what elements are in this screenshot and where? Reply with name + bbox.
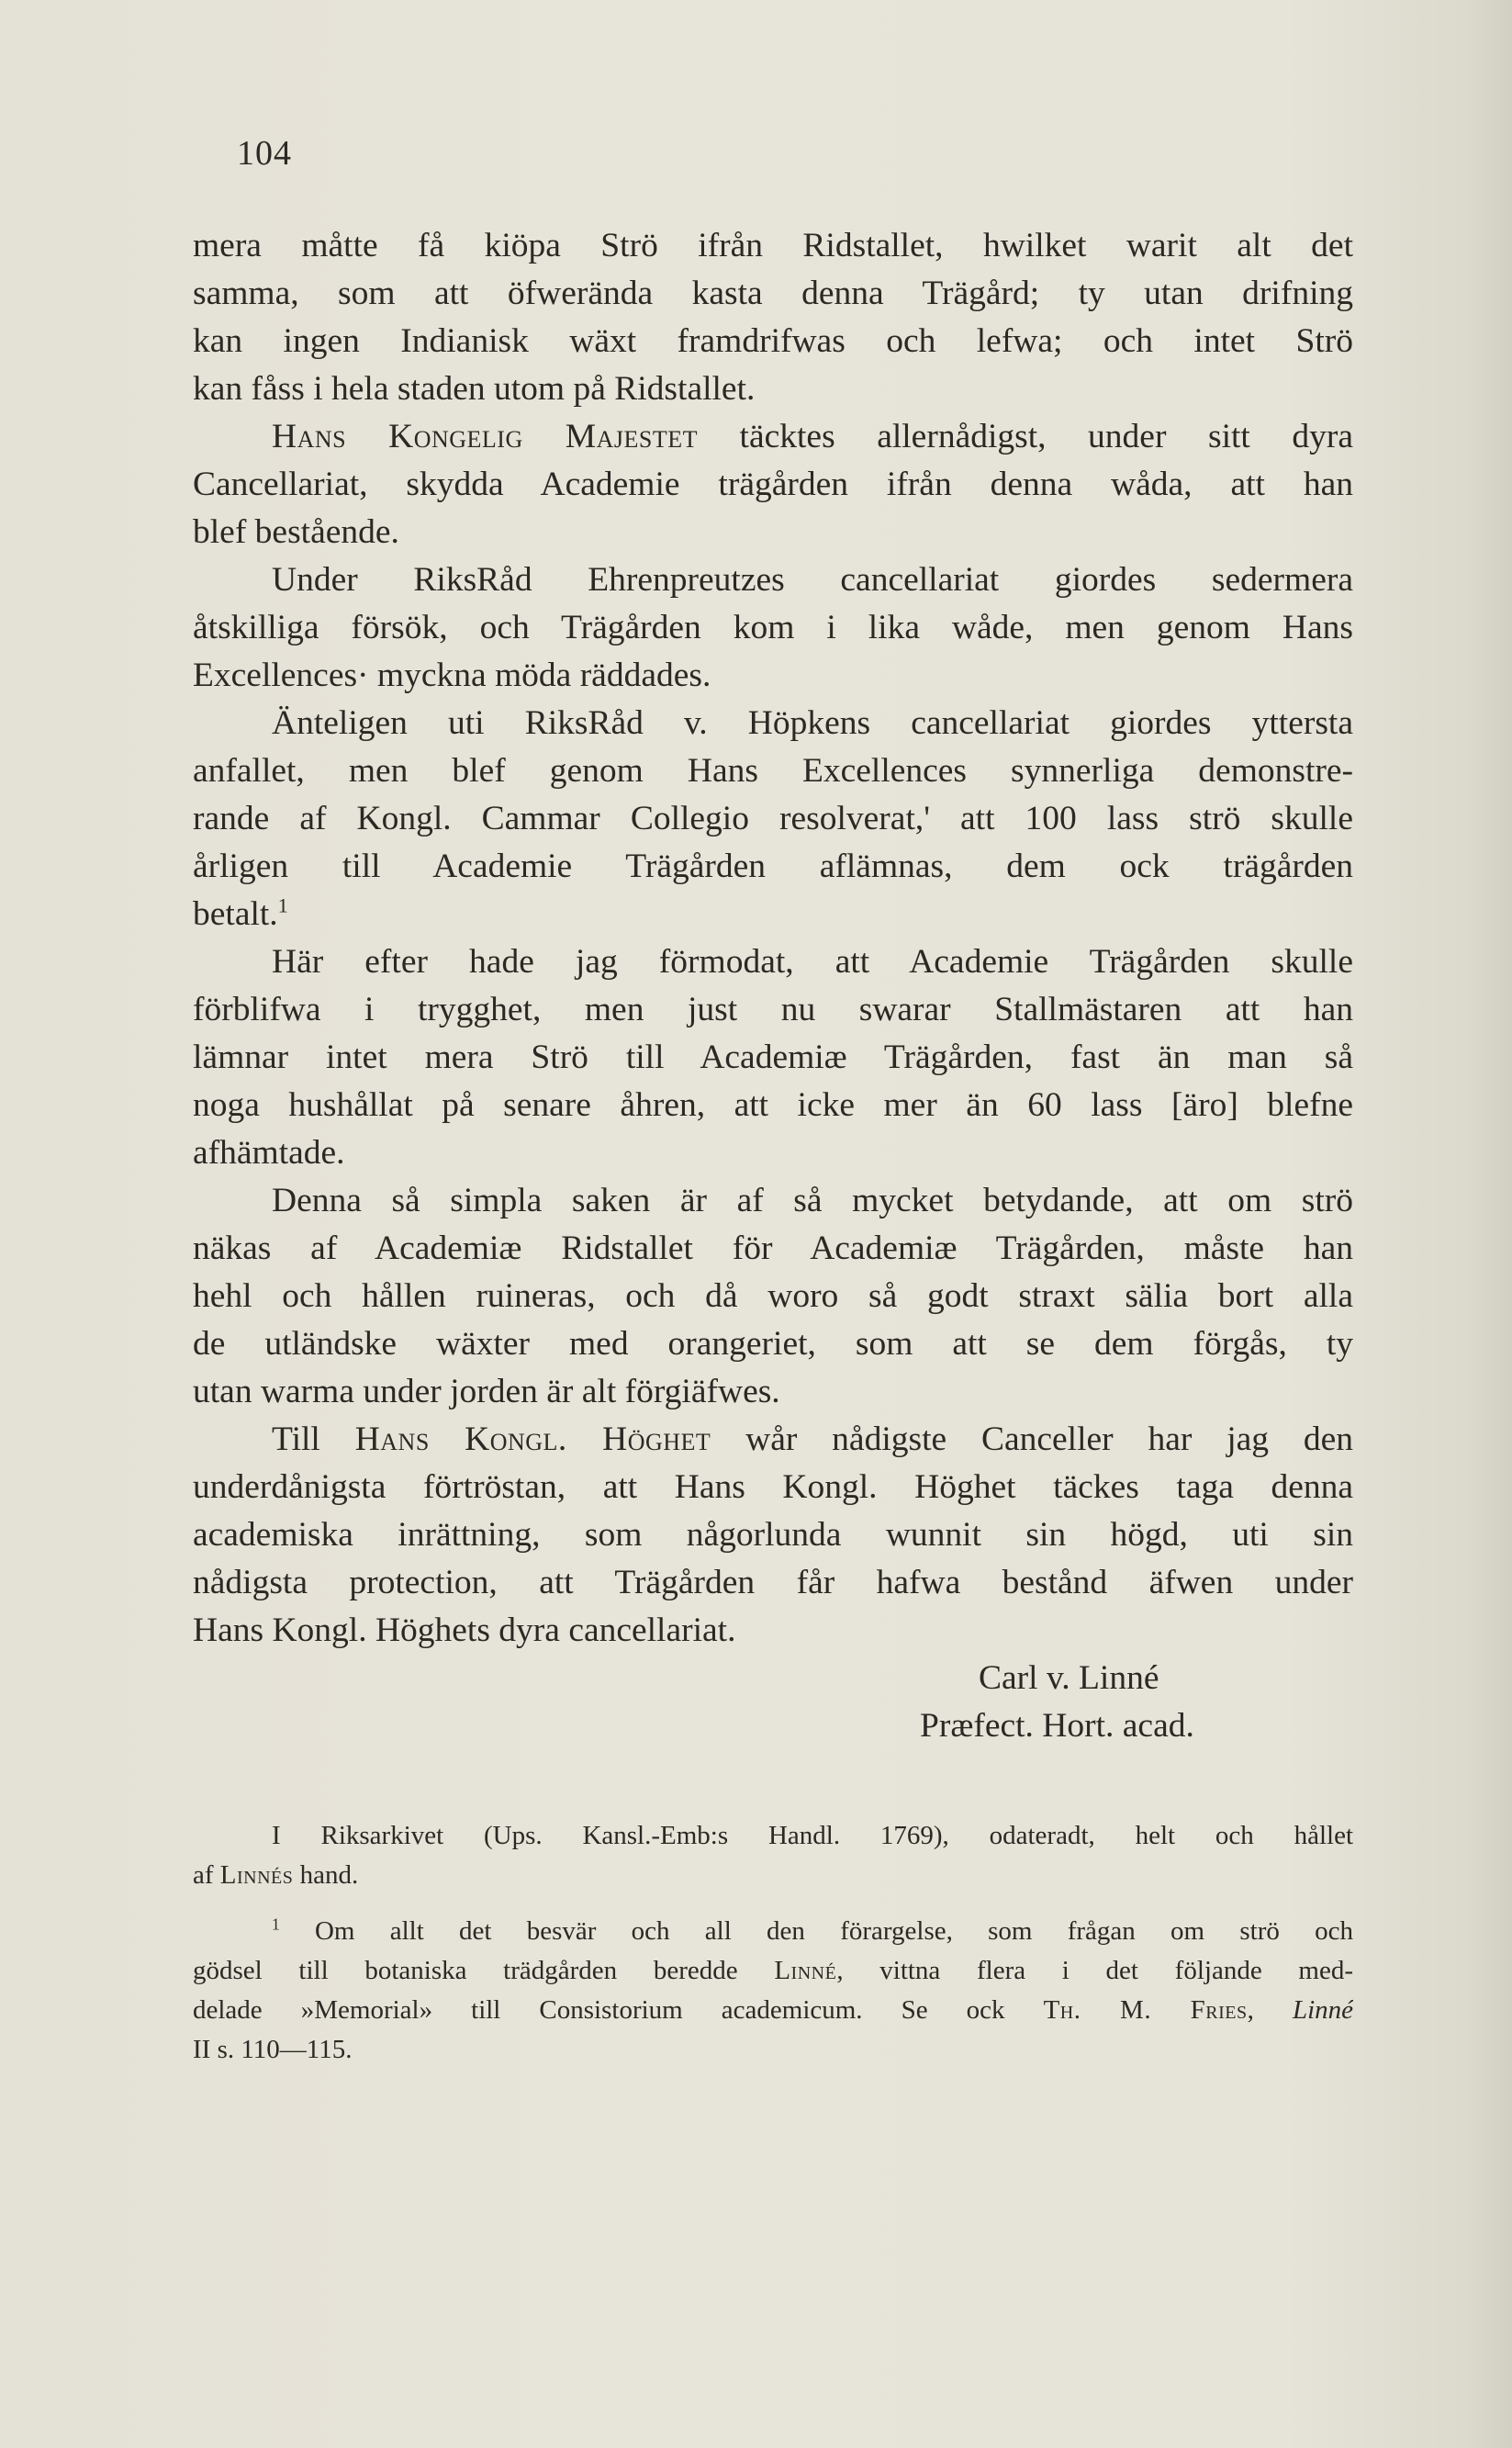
text-line: Cancellariat, skydda Academie trägården ifrån denna wåda, att han (193, 466, 1353, 503)
text-span: , (1247, 1995, 1293, 2025)
footnote-line: II s. 110—115. (193, 2035, 353, 2064)
text-line: Under RiksRåd Ehrenpreutzes cancellariat giordes sedermera (272, 561, 1353, 599)
small-caps-text: Linnés (219, 1860, 294, 1890)
footnote-line (193, 1912, 1353, 1951)
signature-title: Præfect. Hort. acad. (920, 1707, 1194, 1745)
text-line: academiska inrättning, som någorlunda wunnit sin högd, uti sin (193, 1516, 1353, 1554)
text-line: förblifwa i trygghet, men just nu swarar Stallmästaren att han (193, 991, 1353, 1028)
text-line (193, 1416, 1353, 1464)
text-line: blef bestående. (193, 513, 399, 551)
text-line: kan fåss i hela staden utom på Ridstallet. (193, 370, 756, 408)
text-span: af (193, 1860, 220, 1890)
text-line: Hans Kongl. Höghets dyra cancellariat. (193, 1611, 736, 1649)
text-span: gödsel till botaniska trädgården beredde (193, 1956, 775, 1985)
text-line: årligen till Academie Trägården aflämnas, dem ock trägården (193, 848, 1353, 885)
footnote-marker: 1 (272, 1915, 280, 1934)
text-line: Änteligen uti RiksRåd v. Höpkens cancellariat giordes yttersta (272, 704, 1353, 742)
text-line (193, 891, 1353, 938)
footnote-line: I Riksarkivet (Ups. Kansl.-Emb:s Handl. 1769), odateradt, helt och hållet (272, 1821, 1353, 1850)
text-line: anfallet, men blef genom Hans Excellences synnerliga demonstre- (193, 752, 1353, 790)
small-caps-text: Hans Kongelig Majestet (272, 418, 699, 455)
text-line: utan warma under jorden är alt förgiäfwes. (193, 1373, 780, 1410)
footnote-marker: 1 (277, 893, 288, 917)
footnote-gap (193, 1895, 1353, 1912)
text-line: Här efter hade jag förmodat, att Academie Trägården skulle (272, 943, 1353, 981)
text-line: de utländske wäxter med orangeriet, som att se dem förgås, ty (193, 1325, 1353, 1363)
text-line: afhämtade. (193, 1134, 345, 1172)
letter-body (193, 222, 1353, 1750)
text-span: , vittna flera i det följande med- (836, 1956, 1353, 1985)
signature-name: Carl v. Linné (979, 1659, 1159, 1697)
text-span: Till (272, 1421, 355, 1458)
text-line: mera måtte få kiöpa Strö ifrån Ridstallet, hwilket warit alt det (193, 227, 1353, 264)
text-span: delade »Memorial» till Consistorium academicum. Se ock (193, 1995, 1044, 2025)
text-span: wår nådigste Canceller har jag den (711, 1421, 1353, 1458)
small-caps-text: Th. M. Fries (1043, 1995, 1248, 2025)
text-span: hand. (293, 1860, 359, 1890)
text-line: noga hushållat på senare åhren, att icke mer än 60 lass [äro] blefne (193, 1086, 1353, 1124)
text-line: underdånigsta förtröstan, att Hans Kongl. Höghet täckes taga denna (193, 1468, 1353, 1506)
text-line: rande af Kongl. Cammar Collegio resolverat,' att 100 lass strö skulle (193, 800, 1353, 837)
text-line: Denna så simpla saken är af så mycket betydande, att om strö (272, 1182, 1353, 1219)
footnote-line (193, 1951, 1353, 1991)
page-number: 104 (237, 134, 292, 173)
text-span: Om allt det besvär och all den förargelse, som frågan om strö och (279, 1916, 1353, 1946)
footnote-line (193, 1856, 1353, 1895)
text-span: täcktes allernådigst, under sitt dyra (698, 418, 1353, 455)
text-line: åtskilliga försök, och Trägården kom i lika wåde, men genom Hans (193, 609, 1353, 646)
text-line: Excellences· myckna möda räddades. (193, 657, 711, 694)
text-span: betalt. (193, 895, 278, 933)
text-line: samma, som att öfwerända kasta denna Trägård; ty utan drifning (193, 275, 1353, 312)
small-caps-text: Hans Kongl. Höghet (354, 1421, 711, 1458)
text-line: hehl och hållen ruineras, och då woro så godt straxt sälia bort alla (193, 1277, 1353, 1315)
text-line (193, 413, 1353, 461)
text-line: näkas af Academiæ Ridstallet för Academiæ Trägården, måste han (193, 1230, 1353, 1267)
text-line: kan ingen Indianisk wäxt framdrifwas och lefwa; och intet Strö (193, 322, 1353, 360)
text-line: nådigsta protection, att Trägården får hafwa bestånd äfwen under (193, 1564, 1353, 1601)
italic-text: Linné (1292, 1995, 1353, 2025)
footnotes (193, 1816, 1353, 2070)
small-caps-text: Linné (774, 1956, 837, 1985)
text-line: lämnar intet mera Strö till Academiæ Trägården, fast än man så (193, 1039, 1353, 1076)
footnote-line (193, 1991, 1353, 2030)
